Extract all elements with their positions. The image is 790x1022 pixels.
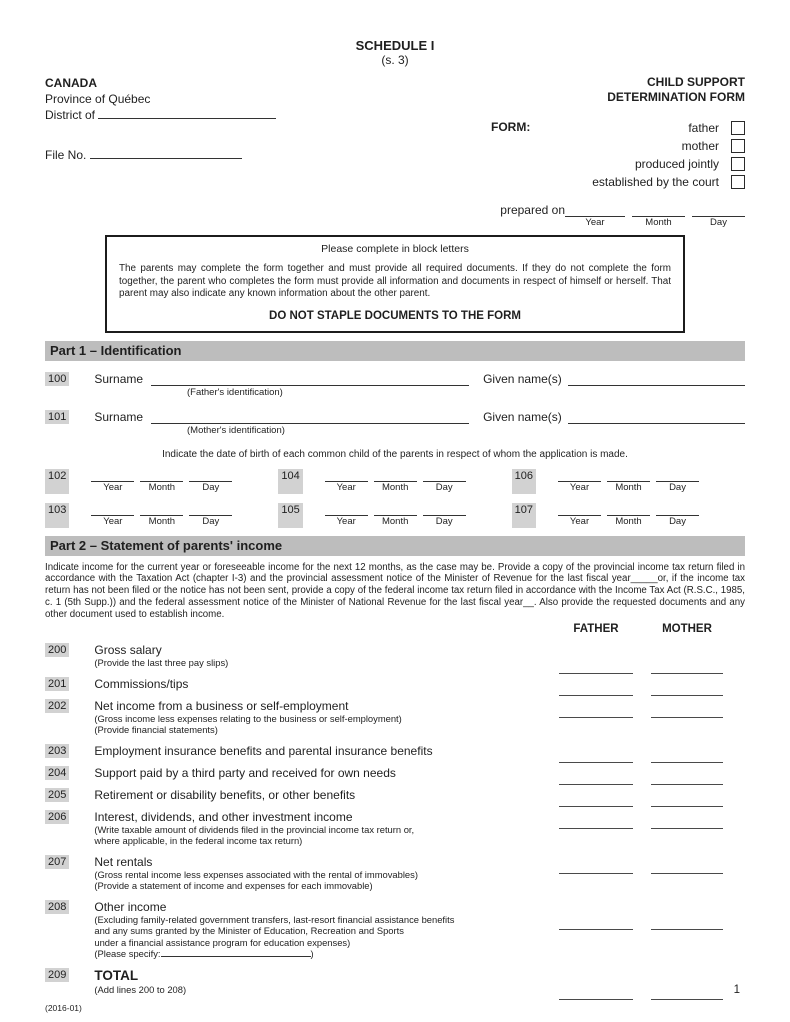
item-label: Other income — [94, 899, 167, 914]
mother-surname-input-line[interactable] — [151, 413, 469, 424]
notice-body: The parents may complete the form together and must provide all required documents. If they do not complete the form together, the parent who completes the form must provide all information and documents in respect of himself or herself. That parent may also indicate any known information about the other parent. — [119, 263, 671, 299]
amount-lines — [559, 929, 723, 930]
amount-line-mother[interactable] — [651, 717, 723, 718]
amount-line-mother[interactable] — [651, 828, 723, 829]
amount-line-mother[interactable] — [651, 873, 723, 874]
father-given-names-input-line[interactable] — [568, 375, 745, 386]
amount-line-mother[interactable] — [651, 806, 723, 807]
item-row — [45, 643, 745, 669]
item-sub — [94, 724, 559, 736]
date-part-label: Month — [381, 515, 409, 527]
item-sub — [94, 657, 559, 669]
dob-date-columns — [91, 469, 238, 494]
item-main — [94, 643, 559, 669]
dob-date-column — [607, 469, 650, 494]
item-sub-text: (Add lines 200 to 208) — [94, 983, 187, 995]
specify-input-line[interactable] — [161, 948, 311, 957]
dob-input-line[interactable] — [91, 503, 134, 516]
line-number-badge: 206 — [45, 810, 69, 824]
form-title-line1: CHILD SUPPORT — [646, 75, 745, 89]
item-label: Commissions/tips — [94, 676, 189, 691]
item-label: TOTAL — [94, 967, 139, 983]
item-sub — [94, 835, 559, 847]
dob-date-column — [558, 469, 601, 494]
specify-close-paren: ) — [310, 948, 314, 960]
form-caption: FORM: — [491, 120, 531, 134]
item-main — [94, 968, 559, 996]
line-number-badge: 203 — [45, 744, 69, 758]
line-number-badge: 102 — [45, 469, 69, 494]
form-option-label: produced jointly — [634, 157, 719, 171]
dob-input-line[interactable] — [423, 469, 466, 482]
dob-date-column — [656, 503, 699, 528]
form-option-row — [485, 173, 745, 191]
amount-line-mother[interactable] — [651, 695, 723, 696]
dob-instruction: Indicate the date of birth of each common child of the parents in respect of whom the application is made. — [162, 448, 628, 460]
form-title-line2: DETERMINATION FORM — [607, 90, 745, 104]
mother-column-header: MOTHER — [662, 623, 712, 636]
dob-row-2 — [45, 503, 745, 528]
item-sub-text: (Write taxable amount of dividends filed in the provincial income tax return or, — [94, 823, 415, 835]
dob-date-column — [91, 469, 134, 494]
item-row — [45, 699, 745, 736]
item-label: Support paid by a third party and received for own needs — [94, 765, 396, 780]
prepared-on-row — [485, 203, 745, 229]
line-number-badge: 107 — [512, 503, 536, 528]
dob-input-line[interactable] — [325, 503, 368, 516]
item-sub-text: where applicable, in the federal income tax return) — [94, 835, 303, 847]
dob-group — [45, 503, 278, 528]
amount-lines — [559, 999, 723, 1000]
item-label: Retirement or disability benefits, or other benefits — [94, 787, 356, 802]
line-number-badge: 104 — [278, 469, 302, 494]
prepared-date-column — [692, 204, 745, 229]
amount-line-father[interactable] — [559, 673, 633, 674]
district-input-line[interactable] — [98, 108, 276, 119]
amount-lines — [559, 828, 723, 829]
amount-line-father[interactable] — [559, 999, 633, 1000]
date-part-label: Year — [103, 515, 123, 527]
amount-line-father[interactable] — [559, 929, 633, 930]
title-block — [45, 38, 745, 67]
mother-given-names-input-line[interactable] — [568, 413, 745, 424]
amount-line-mother[interactable] — [651, 929, 723, 930]
amount-lines — [559, 762, 723, 763]
file-no-label: File No. — [45, 148, 87, 162]
date-part-label: Year — [103, 481, 123, 493]
district-row — [45, 107, 276, 123]
prepared-date-column — [632, 204, 685, 229]
item-label: Interest, dividends, and other investment income — [94, 809, 353, 824]
prepared-date-input-line[interactable] — [565, 204, 625, 217]
dob-date-column — [374, 469, 417, 494]
dob-input-line[interactable] — [423, 503, 466, 516]
date-part-label: Day — [710, 217, 727, 228]
item-sub — [94, 984, 559, 996]
item-label: Gross salary — [94, 643, 162, 658]
form-option-label: established by the court — [592, 175, 719, 189]
father-column-header: FATHER — [573, 623, 619, 636]
dob-date-column — [91, 503, 134, 528]
amount-line-father[interactable] — [559, 828, 633, 829]
dob-input-line[interactable] — [374, 503, 417, 516]
item-sub — [94, 914, 559, 926]
dob-date-column — [423, 469, 466, 494]
dob-input-line[interactable] — [189, 503, 232, 516]
dob-date-columns — [325, 503, 472, 528]
part2-intro: Indicate income for the current year or foreseeable income for the next 12 months, as the case may be. Provide a copy of the provincial income tax return filed in accordance with the Taxation Act (chapter I-3) and the provincial assessment notice of the Minister of Revenue for the last fiscal year_____or, if the income tax return has not been filed or the notice has not been sent, provide a copy of the federal income tax return filed in accordance with the Income Tax Act (R.S.C., 1985, c. 1 (5th Supp.)) and the federal assessment notice of the Minister of National Revenue for the last fiscal year__. Also provide the requested documents and any other document used to establish income. — [45, 561, 745, 620]
item-sub — [94, 869, 559, 881]
line-number-badge: 105 — [278, 503, 302, 528]
date-part-label: Month — [615, 481, 642, 493]
schedule-subtitle: (s. 3) — [381, 53, 409, 67]
dob-input-line[interactable] — [656, 503, 699, 516]
item-sub — [94, 713, 559, 725]
dob-date-column — [189, 503, 232, 528]
dob-input-line[interactable] — [140, 503, 183, 516]
item-sub-text: (Provide the last three pay slips) — [94, 657, 229, 669]
amount-line-mother[interactable] — [651, 999, 723, 1000]
item-sub — [94, 948, 559, 960]
date-part-label: Day — [435, 515, 453, 527]
schedule-title: SCHEDULE I — [355, 38, 435, 53]
form-checkbox-produced-jointly[interactable] — [731, 157, 745, 171]
line-number-badge: 106 — [512, 469, 536, 494]
notice-warning: DO NOT STAPLE DOCUMENTS TO THE FORM — [269, 309, 521, 322]
amount-line-father[interactable] — [559, 806, 633, 807]
form-checkbox-established-by-the-court[interactable] — [731, 175, 745, 189]
amount-line-father[interactable] — [559, 695, 633, 696]
line-number-badge: 205 — [45, 788, 69, 802]
amount-line-father[interactable] — [559, 762, 633, 763]
item-main — [94, 855, 559, 892]
file-no-input-line[interactable] — [90, 148, 242, 159]
date-part-label: Month — [148, 481, 176, 493]
part2-header: Part 2 – Statement of parents' income — [45, 536, 745, 556]
amount-line-mother[interactable] — [651, 762, 723, 763]
date-part-label: Month — [645, 217, 672, 228]
dob-input-line[interactable] — [558, 469, 601, 482]
dob-date-columns — [325, 469, 472, 494]
father-identification-row — [45, 372, 745, 386]
line-number-badge: 103 — [45, 503, 69, 528]
dob-date-column — [325, 503, 368, 528]
item-row — [45, 677, 745, 691]
line-number-badge: 209 — [45, 968, 69, 982]
item-row — [45, 788, 745, 802]
item-row — [45, 968, 745, 996]
item-sub-text: and any sums granted by the Minister of Education, Recreation and Sports — [94, 925, 404, 937]
item-sub — [94, 880, 559, 892]
item-main — [94, 744, 559, 758]
line-number-badge: 101 — [45, 410, 69, 424]
surname-label: Surname — [94, 371, 144, 386]
line-number-badge: 204 — [45, 766, 69, 780]
amount-line-father[interactable] — [559, 873, 633, 874]
dob-date-column — [558, 503, 601, 528]
amount-line-mother[interactable] — [651, 673, 723, 674]
given-names-label: Given name(s) — [483, 409, 562, 424]
item-sub-text: (Excluding family-related government transfers, last-resort financial assistance benefits — [94, 913, 455, 925]
province-label: Province of Québec — [45, 92, 151, 106]
line-number-badge: 200 — [45, 643, 69, 657]
prepared-date-column — [565, 204, 625, 229]
item-row — [45, 744, 745, 758]
father-id-note: (Father's identification) — [187, 386, 283, 398]
item-main — [94, 900, 559, 960]
dob-row-1 — [45, 469, 745, 494]
line-number-badge: 208 — [45, 900, 69, 914]
form-option-label: father — [688, 121, 719, 135]
item-sub — [94, 925, 559, 937]
item-main — [94, 810, 559, 847]
item-sub-text: under a financial assistance program for education expenses) — [94, 936, 351, 948]
prepared-date-input-line[interactable] — [632, 204, 685, 217]
amount-lines — [559, 873, 723, 874]
notice-box — [105, 235, 685, 333]
dob-input-line[interactable] — [91, 469, 134, 482]
dob-group — [45, 469, 278, 494]
item-row — [45, 900, 745, 960]
file-no-row — [45, 147, 276, 163]
item-sub-text: (Gross rental income less expenses associated with the rental of immovables) — [94, 868, 418, 880]
line-number-badge: 100 — [45, 372, 69, 386]
item-main — [94, 677, 559, 691]
item-label: Net income from a business or self-employment — [94, 698, 349, 713]
item-sub-text: (Provide financial statements) — [94, 724, 218, 736]
item-row — [45, 810, 745, 847]
jurisdiction-block — [45, 75, 276, 229]
amount-lines — [559, 784, 723, 785]
item-sub-text: (Please specify: — [94, 948, 161, 960]
date-part-label: Year — [336, 515, 356, 527]
dob-date-columns — [558, 503, 705, 528]
line-number-badge: 201 — [45, 677, 69, 691]
dob-input-line[interactable] — [140, 469, 183, 482]
form-option-row — [485, 137, 745, 155]
amount-columns-header — [45, 623, 723, 635]
date-part-label: Day — [669, 515, 686, 527]
mother-id-note: (Mother's identification) — [187, 424, 285, 436]
country-label: CANADA — [45, 76, 97, 90]
date-part-label: Day — [202, 515, 220, 527]
item-label: Net rentals — [94, 854, 153, 869]
surname-label: Surname — [94, 409, 144, 424]
version-label: (2016-01) — [45, 1003, 82, 1014]
dob-date-column — [423, 503, 466, 528]
dob-date-column — [656, 469, 699, 494]
date-part-label: Year — [336, 481, 356, 493]
dob-group — [512, 503, 745, 528]
date-part-label: Day — [435, 481, 453, 493]
dob-date-columns — [558, 469, 705, 494]
item-sub — [94, 824, 559, 836]
date-part-label: Day — [202, 481, 220, 493]
dob-date-column — [140, 469, 183, 494]
district-label: District of — [45, 108, 96, 122]
date-part-label: Year — [569, 481, 590, 493]
dob-group — [512, 469, 745, 494]
date-part-label: Year — [585, 217, 605, 228]
item-main — [94, 766, 559, 780]
form-option-label: mother — [681, 139, 719, 153]
dob-group — [278, 469, 511, 494]
item-sub-text: (Gross income less expenses relating to the business or self-employment) — [94, 712, 402, 724]
item-sub-text: (Provide a statement of income and expenses for each immovable) — [94, 880, 373, 892]
item-main — [94, 699, 559, 736]
dob-input-line[interactable] — [558, 503, 601, 516]
line-number-badge: 202 — [45, 699, 69, 713]
amount-lines — [559, 673, 723, 674]
dob-input-line[interactable] — [607, 469, 650, 482]
item-row — [45, 855, 745, 892]
form-option-row — [485, 155, 745, 173]
prepared-date-input-line[interactable] — [692, 204, 745, 217]
item-sub — [94, 937, 559, 949]
item-main — [94, 788, 559, 802]
date-part-label: Year — [569, 515, 590, 527]
amount-lines — [559, 717, 723, 718]
form-type-block — [485, 75, 745, 229]
header-row — [45, 75, 745, 229]
dob-group — [278, 503, 511, 528]
form-checkbox-father[interactable] — [731, 121, 745, 135]
father-surname-input-line[interactable] — [151, 375, 469, 386]
part1-header: Part 1 – Identification — [45, 341, 745, 361]
date-part-label: Month — [381, 481, 409, 493]
date-part-label: Month — [615, 515, 642, 527]
given-names-label: Given name(s) — [483, 371, 562, 386]
item-row — [45, 766, 745, 780]
dob-date-column — [374, 503, 417, 528]
amount-lines — [559, 695, 723, 696]
form-options — [485, 119, 745, 191]
form-checkbox-mother[interactable] — [731, 139, 745, 153]
mother-identification-row — [45, 410, 745, 424]
amount-lines — [559, 806, 723, 807]
date-part-label: Day — [669, 481, 686, 493]
amount-line-mother[interactable] — [651, 784, 723, 785]
page-number: 1 — [733, 984, 740, 996]
date-part-label: Month — [148, 515, 176, 527]
line-number-badge: 207 — [45, 855, 69, 869]
dob-date-column — [607, 503, 650, 528]
dob-date-column — [189, 469, 232, 494]
item-label: Employment insurance benefits and parental insurance benefits — [94, 743, 433, 758]
dob-input-line[interactable] — [607, 503, 650, 516]
income-items — [45, 643, 745, 995]
dob-input-line[interactable] — [325, 469, 368, 482]
dob-date-column — [140, 503, 183, 528]
dob-input-line[interactable] — [189, 469, 232, 482]
dob-input-line[interactable] — [374, 469, 417, 482]
notice-instruction: Please complete in block letters — [321, 243, 469, 255]
dob-date-column — [325, 469, 368, 494]
dob-date-columns — [91, 503, 238, 528]
amount-line-father[interactable] — [559, 717, 633, 718]
prepared-on-label: prepared on — [500, 203, 565, 217]
amount-line-father[interactable] — [559, 784, 633, 785]
dob-input-line[interactable] — [656, 469, 699, 482]
